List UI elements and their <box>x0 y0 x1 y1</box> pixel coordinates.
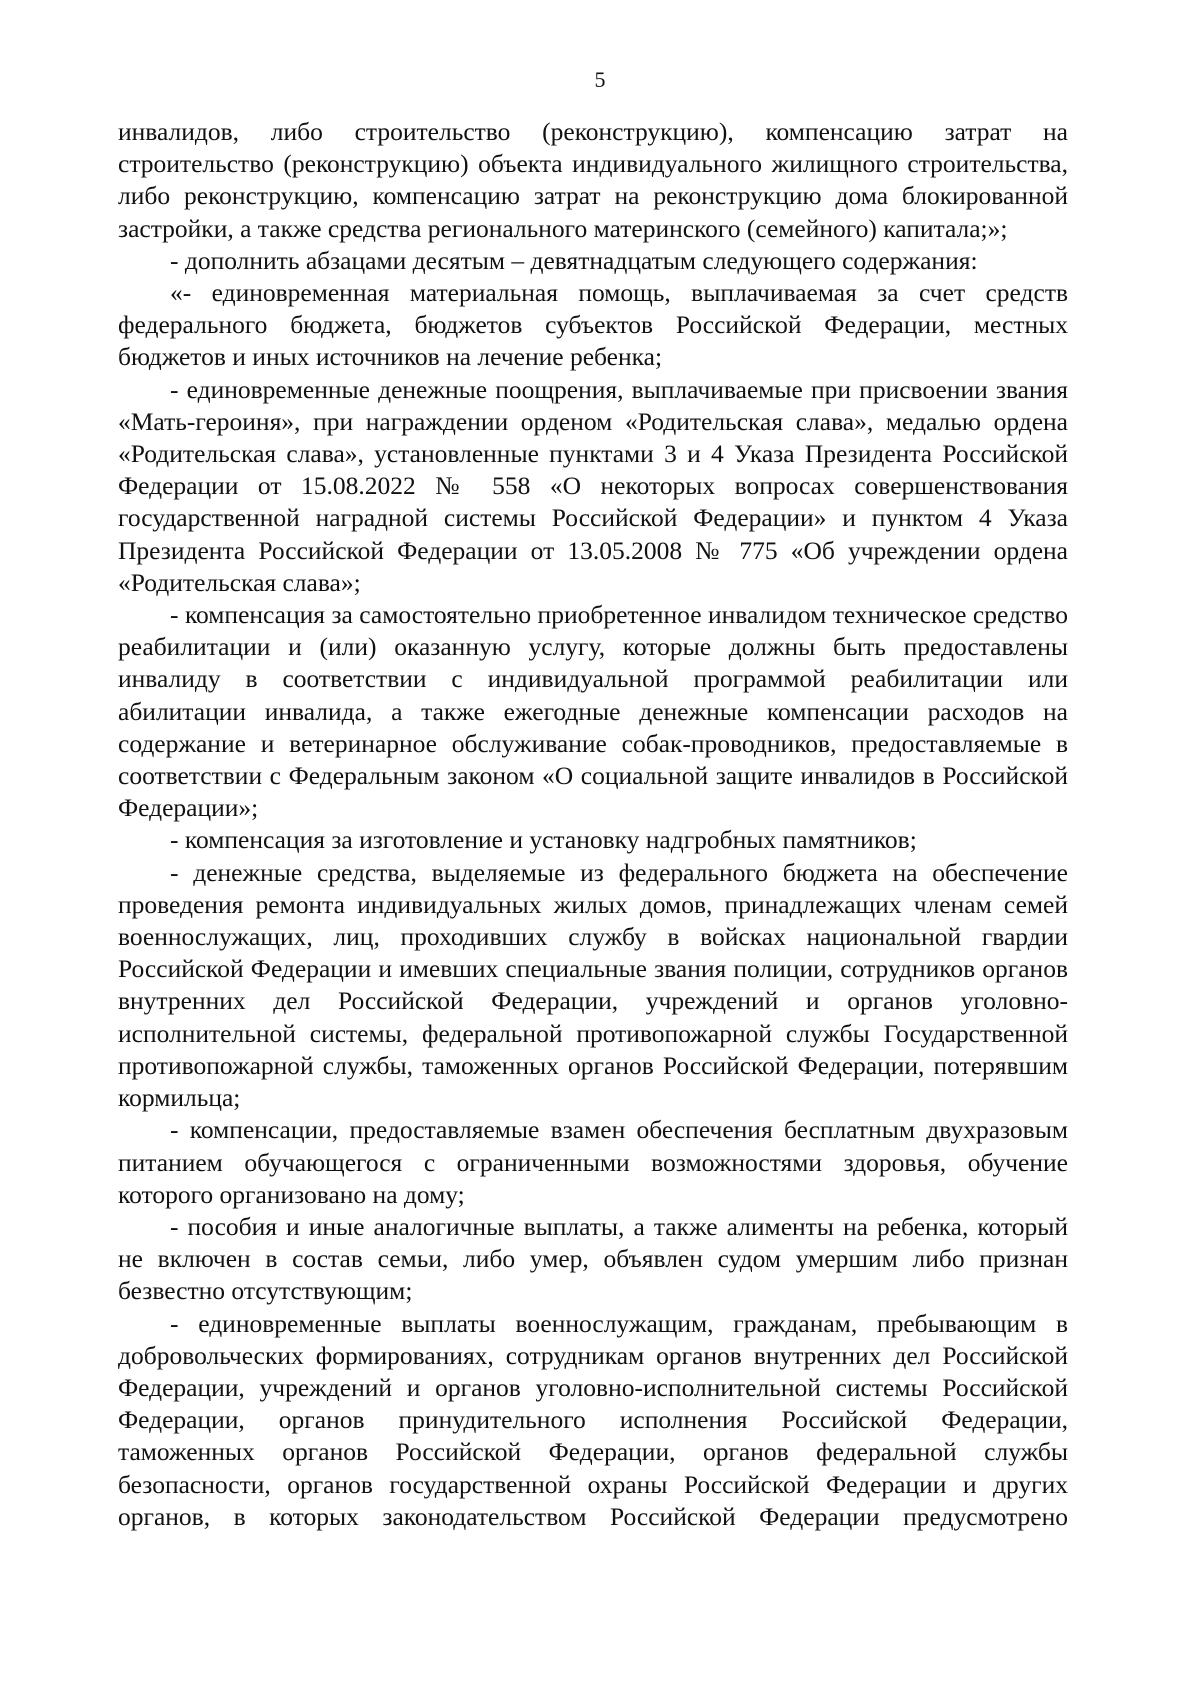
paragraph-amendment-intro: - дополнить абзацами десятым – девятнадцатым следующего содержания: <box>170 245 978 275</box>
paragraph-item-house-repair-funds: - денежные средства, выделяемые из федерального бюджета на обеспечение проведения ремонта индивидуальных жилых домов, принадлежащих членам семей военнослужащих, лиц, проходивших службу в войсках национальной гвардии Российской Федерации и имевших специальные звания полиции, сотрудников органов внутренних дел Российской Федерации, учреждений и органов уголовно-исполнительной системы, федеральной противопожарной службы Государственной противопожарной службы, таможенных органов Российской Федерации, потерявшим кормильца; <box>118 857 1068 1113</box>
paragraph-item-memorial-compensation: - компенсация за изготовление и установку надгробных памятников; <box>170 825 917 855</box>
paragraph-item-medical-aid: «- единовременная материальная помощь, выплачиваемая за счет средств федерального бюджета, бюджетов субъектов Российской Федерации, местных бюджетов и иных источников на лечение ребенка; <box>118 278 1068 372</box>
paragraph-item-child-benefits: - пособия и иные аналогичные выплаты, а также алименты на ребенка, который не включен в состав семьи, либо умер, объявлен судом умершим либо признан безвестно отсутствующим; <box>118 1211 1068 1306</box>
paragraph-item-award-bonuses: - единовременные денежные поощрения, выплачиваемые при присвоении звания «Мать-героиня», при награждении орденом «Родительская слава», медалью ордена «Родительская слава», установленные пунктами 3 и 4 Указа Президента Российской Федерации от 15.08.2022 № 558 «О некоторых вопросах совершенствования государственной наградной системы Российской Федерации» и пунктом 4 Указа Президента Российской Федерации от 13.05.2008 № 775 «Об учреждении ордена «Родительская слава»; <box>118 374 1068 597</box>
paragraph-item-lump-sum-payments: - единовременные выплаты военнослужащим, гражданам, пребывающим в добровольческих формированиях, сотрудникам органов внутренних дел Российской Федерации, учреждений и органов уголовно-исполнительной системы Российской Федерации, органов принудительного исполнения Российской Федерации, таможенных органов Российской Федерации, органов федеральной службы безопасности, органов государственной охраны Российской Федерации и других органов, в которых законодательством Российской Федерации предусмотрено <box>118 1308 1068 1531</box>
page-number: 5 <box>594 67 606 92</box>
paragraph-item-meal-compensation: - компенсации, предоставляемые взамен обеспечения бесплатным двухразовым питанием обучающегося с ограниченными возможностями здоровья, обучение которого организовано на дому; <box>118 1115 1068 1209</box>
paragraph-item-disability-compensation: - компенсация за самостоятельно приобретенное инвалидом техническое средство реабилитации и (или) оказанную услугу, которые должны быть предоставлены инвалиду в соответствии с индивидуальной программой реабилитации или абилитации инвалида, а также ежегодные денежные компенсации расходов на содержание и ветеринарное обслуживание собак-проводников, предоставляемые в соответствии с Федеральным законом «О социальной защите инвалидов в Российской Федерации»; <box>118 600 1068 823</box>
paragraph-continuation: инвалидов, либо строительство (реконструкцию), компенсацию затрат на строительство (реконструкцию) объекта индивидуального жилищного строительства, либо реконструкцию, компенсацию затрат на реконструкцию дома блокированной застройки, а также средства регионального материнского (семейного) капитала;»; <box>118 117 1068 243</box>
document-body <box>118 116 1068 1533</box>
